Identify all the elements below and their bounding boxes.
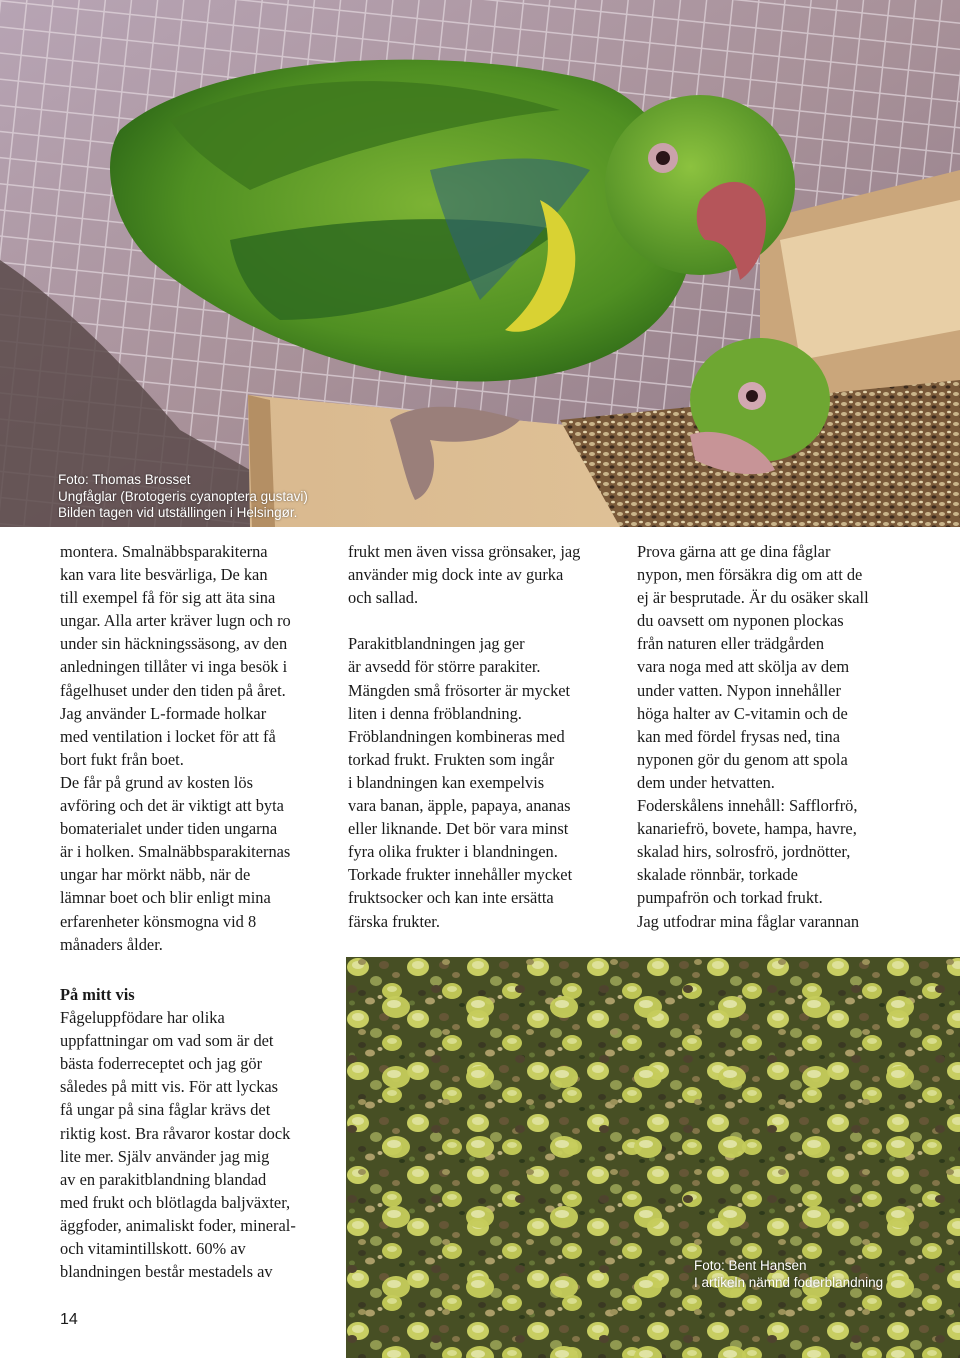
text-line: är i holken. Smalnäbbsparakiternas xyxy=(60,842,291,862)
text-line: avföring och det är viktigt att byta xyxy=(60,796,284,816)
text-line: riktig kost. Bra råvaror kostar dock xyxy=(60,1123,291,1143)
text-line: således på mitt vis. För att lyckas xyxy=(60,1077,279,1097)
text-line: Fågeluppfödare har olika xyxy=(60,1008,225,1028)
seed-mix-photo xyxy=(346,957,960,1358)
section-heading: På mitt vis xyxy=(60,985,135,1004)
text-line: Parakitblandningen jag ger xyxy=(348,634,525,654)
text-line: få ungar på sina fåglar krävs det xyxy=(60,1100,271,1120)
text-line: fruktsocker och kan inte ersätta xyxy=(348,888,554,908)
text-line: kan vara lite besvärliga, De kan xyxy=(60,565,268,585)
text-line: från naturen eller trädgården xyxy=(637,634,825,654)
text-line: dem under hetvatten. xyxy=(637,772,775,792)
text-line: kan med fördel frysas ned, tina xyxy=(637,726,840,746)
text-line: av en parakitblandning blandad xyxy=(60,1169,267,1189)
text-line: du oavsett om nyponen plockas xyxy=(637,611,844,631)
text-line: anledningen tillåter vi inga besök i xyxy=(60,657,288,677)
text-line: till exempel få för sig att äta sina xyxy=(60,588,276,608)
text-line: pumpafrön och torkad frukt. xyxy=(637,888,823,908)
text-line: färska frukter. xyxy=(348,911,440,931)
text-line: montera. Smalnäbbsparakiterna xyxy=(60,542,268,561)
text-line: ej är besprutade. Är du osäker skall xyxy=(637,588,869,608)
page-number: 14 xyxy=(60,1311,78,1328)
section-pa-mitt-vis xyxy=(60,983,296,1283)
text-line: blandningen består mestadels av xyxy=(60,1262,273,1282)
text-line: med ventilation i locket för att få xyxy=(60,726,276,746)
text-line: uppfattningar om vad som är det xyxy=(60,1031,274,1051)
caption-line: Ungfåglar (Brotogeris cyanoptera gustavi) xyxy=(58,488,308,504)
text-line: Jag utfodrar mina fåglar varannan xyxy=(637,911,860,931)
text-line: lämnar boet och blir enligt mina xyxy=(60,888,271,908)
column-1 xyxy=(60,540,291,956)
text-line: kanariefrö, bovete, hampa, havre, xyxy=(637,819,857,839)
text-line: under vatten. Nypon innehåller xyxy=(637,680,841,700)
parakeet-photo xyxy=(0,0,960,527)
text-line: Fröblandningen kombineras med xyxy=(348,726,565,746)
text-line: torkad frukt. Frukten som ingår xyxy=(348,749,555,769)
column-2 xyxy=(348,540,580,933)
column-3 xyxy=(637,540,869,933)
text-line: är avsedd för större parakiter. xyxy=(348,657,541,677)
text-line: erfarenheter könsmogna vid 8 xyxy=(60,911,257,931)
text-line: Mängden små frösorter är mycket xyxy=(348,680,571,700)
text-line: Foderskålens innehåll: Safflorfrö, xyxy=(637,796,858,816)
text-line: frukt men även vissa grönsaker, jag xyxy=(348,542,581,561)
bottom-photo-caption xyxy=(694,1258,883,1291)
text-line: vara noga med att skölja av dem xyxy=(637,657,850,677)
caption-line: I artikeln nämnd foderblandning xyxy=(694,1274,884,1290)
text-line: lite mer. Själv använder jag mig xyxy=(60,1146,270,1166)
top-photo-caption xyxy=(58,472,308,522)
text-line: fyra olika frukter i blandningen. xyxy=(348,842,558,862)
seed-mix-illustration xyxy=(346,957,960,1358)
text-line: bort fukt från boet. xyxy=(60,749,184,769)
text-line: De får på grund av kosten lös xyxy=(60,772,253,792)
text-line: under sin häckningssäsong, av den xyxy=(60,634,288,654)
text-line: använder mig dock inte av gurka xyxy=(348,565,564,585)
text-line: månaders ålder. xyxy=(60,934,163,954)
caption-line: Foto: Bent Hansen xyxy=(694,1258,807,1273)
text-line: Jag använder L-formade holkar xyxy=(60,703,267,723)
text-line: liten i denna fröblandning. xyxy=(348,703,522,723)
caption-line: Bilden tagen vid utställingen i Helsingør. xyxy=(58,505,298,520)
text-line: ungar. Alla arter kräver lugn och ro xyxy=(60,611,291,631)
text-line: Torkade frukter innehåller mycket xyxy=(348,865,573,885)
text-line: skalad hirs, solrosfrö, jordnötter, xyxy=(637,842,851,862)
text-line: eller liknande. Det bör vara minst xyxy=(348,819,569,839)
parakeet-illustration xyxy=(0,0,960,527)
text-line: fågelhuset under den tiden på året. xyxy=(60,680,286,700)
paragraph-gap xyxy=(348,609,580,632)
text-line: nypon, men försäkra dig om att de xyxy=(637,565,863,585)
text-line: vara banan, äpple, papaya, ananas xyxy=(348,796,571,816)
text-line: skalade rönnbär, torkade xyxy=(637,865,798,885)
text-line: äggfoder, animaliskt foder, mineral- xyxy=(60,1215,296,1235)
text-line: och vitamintillskott. 60% av xyxy=(60,1239,246,1259)
text-line: bomaterialet under tiden ungarna xyxy=(60,819,278,839)
text-line: Prova gärna att ge dina fåglar xyxy=(637,542,831,561)
text-line: höga halter av C-vitamin och de xyxy=(637,703,848,723)
caption-line: Foto: Thomas Brosset xyxy=(58,472,191,487)
text-line: nyponen gör du genom att spola xyxy=(637,749,848,769)
text-line: bästa foderreceptet och jag gör xyxy=(60,1054,263,1074)
text-line: och sallad. xyxy=(348,588,419,608)
text-line: med frukt och blötlagda baljväxter, xyxy=(60,1192,291,1212)
text-line: ungar har mörkt näbb, när de xyxy=(60,865,251,885)
text-line: i blandningen kan exempelvis xyxy=(348,772,545,792)
